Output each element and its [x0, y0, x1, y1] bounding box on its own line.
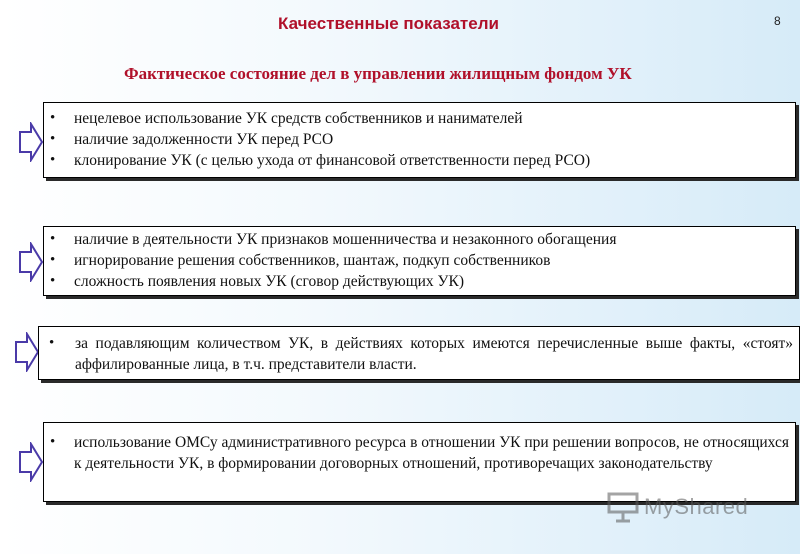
list-item: • наличие задолженности УК перед РСО — [44, 129, 795, 150]
list-item: • за подавляющим количеством УК, в действиях которых имеются перечисленные выше факты, «стоят» аффилированные лица, в т.ч. представители власти. — [39, 333, 799, 375]
slide-subtitle: Фактическое состояние дел в управлении жилищным фондом УК — [124, 64, 632, 83]
list-item: • наличие в деятельности УК признаков мошенничества и незаконного обогащения — [44, 229, 795, 250]
list-item: • сложность появления новых УК (сговор действующих УК) — [44, 271, 795, 292]
watermark-text: MyShared — [644, 494, 749, 519]
arrow-right-icon — [18, 122, 44, 162]
issues-block-2 — [43, 226, 796, 296]
issues-list-3 — [39, 333, 799, 375]
arrow-right-icon — [18, 442, 44, 482]
slide-title: Качественные показатели — [278, 14, 499, 33]
list-item: • клонирование УК (с целью ухода от финансовой ответственности перед РСО) — [44, 150, 795, 171]
arrow-right-icon — [14, 332, 40, 372]
issues-block-1 — [43, 102, 796, 178]
list-item: • игнорирование решения собственников, шантаж, подкуп собственников — [44, 250, 795, 271]
presentation-board-icon — [606, 490, 640, 524]
page-number: 8 — [774, 14, 781, 28]
list-item: • использование ОМСу административного ресурса в отношении УК при решении вопросов, не относящихся к деятельности УК, в формировании договорных отношений, противоречащих законодательству — [44, 432, 795, 474]
issues-block-3 — [38, 326, 800, 380]
issues-list-2 — [44, 229, 795, 292]
issues-list-1 — [44, 108, 795, 171]
arrow-right-icon — [18, 242, 44, 282]
issues-list-4 — [44, 432, 795, 474]
list-item: • нецелевое использование УК средств собственников и нанимателей — [44, 108, 795, 129]
watermark — [606, 490, 748, 524]
